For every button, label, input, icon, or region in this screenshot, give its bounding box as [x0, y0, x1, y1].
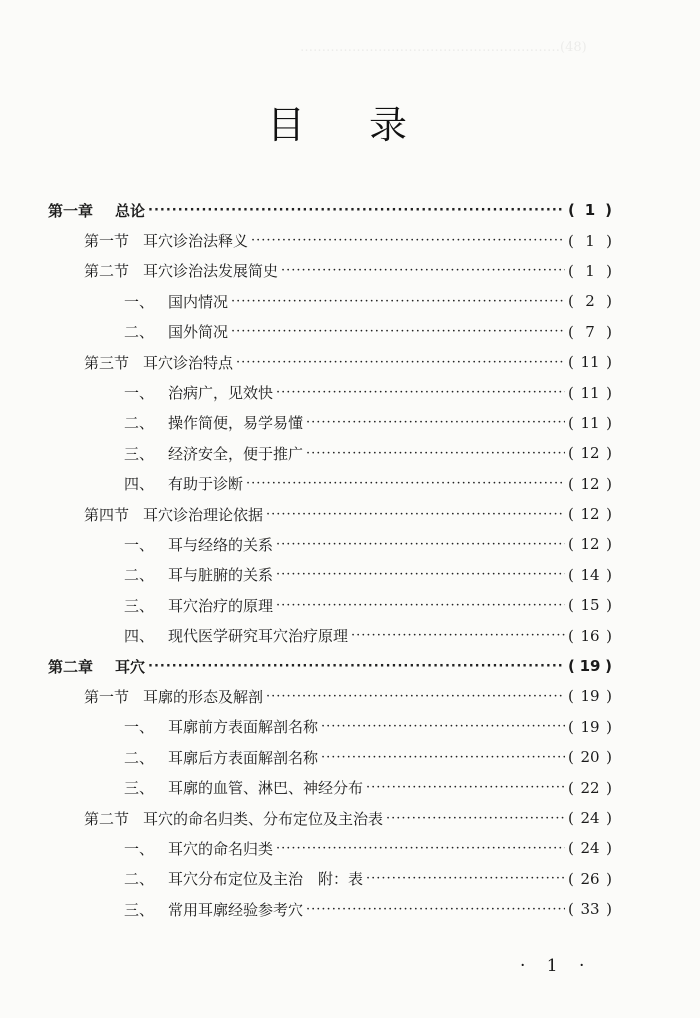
dot-leader	[351, 628, 565, 643]
toc-page-ref: ( 24 )	[568, 839, 612, 858]
toc-entry-title: 耳穴治疗的原理	[168, 596, 274, 615]
toc-page-ref: ( 2 )	[568, 292, 612, 311]
toc-entry-title: 经济安全，便于推广	[168, 444, 304, 463]
toc-section	[0, 256, 700, 286]
toc-page-number: 12	[580, 444, 600, 463]
toc-entry-number: 第二节	[84, 809, 130, 828]
toc-page-number: 1	[584, 201, 596, 220]
toc-page-ref: ( 1 )	[568, 261, 612, 280]
toc-subsection	[0, 560, 700, 590]
table-of-contents	[0, 195, 700, 924]
toc-page-number: 24	[580, 809, 600, 827]
toc-entry-number: 二、	[124, 748, 155, 767]
toc-page-number: 26	[580, 869, 600, 888]
bleed-through: ……………………………………………………(48)	[300, 40, 587, 55]
toc-section	[0, 225, 700, 255]
page-number: · 1 ·	[520, 956, 593, 976]
toc-page-ref: ( 11 )	[568, 383, 612, 402]
toc-entry-title: 有助于诊断	[168, 475, 244, 494]
toc-page-ref: ( 7 )	[568, 322, 612, 341]
toc-entry-number: 第二章	[48, 657, 94, 676]
dot-leader	[321, 750, 565, 765]
toc-chapter	[0, 195, 700, 225]
toc-entry-number: 二、	[124, 870, 155, 889]
toc-page-ref: ( 15 )	[568, 596, 612, 615]
dot-leader	[231, 294, 565, 309]
toc-subsection	[0, 317, 700, 347]
toc-subsection	[0, 742, 700, 772]
toc-entry-title: 耳穴诊治理论依据	[143, 505, 264, 524]
toc-entry-number: 三、	[124, 779, 155, 798]
toc-entry-title: 耳与脏腑的关系	[168, 566, 274, 585]
dot-leader	[276, 841, 565, 856]
dot-leader	[148, 659, 565, 674]
toc-entry-title: 治病广，见效快	[168, 384, 274, 403]
toc-chapter	[0, 651, 700, 681]
toc-page-ref: ( 12 )	[568, 474, 612, 493]
toc-subsection	[0, 469, 700, 499]
toc-page-ref: ( 19 )	[568, 687, 612, 706]
page-title: 目 录	[266, 103, 434, 147]
toc-entry-title: 耳穴诊治法发展简史	[143, 262, 279, 281]
toc-page-ref: ( 12 )	[568, 535, 612, 554]
toc-page-ref: ( 19 )	[568, 717, 612, 736]
toc-page-number: 20	[580, 748, 600, 767]
toc-entry-number: 一、	[124, 292, 155, 311]
toc-page-number: 14	[580, 565, 600, 584]
toc-entry-title: 耳廓的血管、淋巴、神经分布	[168, 779, 364, 798]
toc-entry-number: 三、	[124, 900, 155, 919]
toc-section	[0, 499, 700, 529]
toc-subsection	[0, 772, 700, 802]
toc-entry-number: 二、	[124, 414, 155, 433]
toc-entry-number: 一、	[124, 535, 155, 554]
dot-leader	[306, 446, 565, 461]
dot-leader	[148, 203, 565, 218]
toc-entry-title: 操作简便，易学易懂	[168, 414, 304, 433]
toc-page-ref: ( 19 )	[568, 657, 612, 676]
toc-entry-number: 四、	[124, 627, 155, 646]
toc-subsection	[0, 408, 700, 438]
dot-leader	[366, 871, 565, 886]
toc-entry-title: 耳廓的形态及解剖	[143, 687, 264, 706]
toc-page-number: 1	[585, 261, 595, 280]
toc-subsection	[0, 377, 700, 407]
toc-entry-title: 耳穴诊治法释义	[143, 232, 249, 251]
toc-entry-title: 总论	[115, 201, 146, 220]
toc-subsection	[0, 438, 700, 468]
dot-leader	[276, 537, 565, 552]
toc-page-ref: ( 24 )	[568, 809, 612, 827]
toc-entry-title: 耳廓后方表面解剖名称	[168, 748, 319, 767]
toc-entry-number: 第一章	[48, 201, 94, 220]
toc-page-number: 12	[580, 474, 600, 493]
toc-entry-number: 一、	[124, 384, 155, 403]
toc-page-number: 22	[580, 778, 600, 797]
toc-subsection	[0, 529, 700, 559]
toc-section	[0, 803, 700, 833]
toc-entry-title: 耳与经络的关系	[168, 535, 274, 554]
dot-leader	[276, 598, 565, 613]
toc-entry-number: 一、	[124, 839, 155, 858]
toc-entry-number: 二、	[124, 323, 155, 342]
toc-entry-title: 耳廓前方表面解剖名称	[168, 718, 319, 737]
toc-entry-number: 第一节	[84, 232, 130, 251]
toc-subsection	[0, 894, 700, 924]
dot-leader	[276, 385, 565, 400]
toc-page-number: 11	[580, 353, 600, 372]
toc-entry-title: 国外简况	[168, 323, 229, 342]
toc-subsection	[0, 833, 700, 863]
toc-entry-number: 第一节	[84, 687, 130, 706]
dot-leader	[306, 902, 565, 917]
dot-leader	[306, 415, 565, 430]
toc-entry-title: 常用耳廓经验参考穴	[168, 900, 304, 919]
dot-leader	[246, 476, 565, 491]
toc-page-ref: ( 1 )	[568, 231, 612, 250]
toc-subsection	[0, 286, 700, 316]
toc-page-number: 11	[580, 413, 600, 432]
toc-page-ref: ( 12 )	[568, 444, 612, 463]
toc-page-number: 7	[585, 322, 595, 341]
toc-page-number: 16	[580, 626, 600, 645]
toc-page-ref: ( 22 )	[568, 778, 612, 797]
toc-entry-number: 四、	[124, 475, 155, 494]
toc-page-ref: ( 26 )	[568, 869, 612, 888]
toc-page-number: 15	[580, 596, 600, 615]
toc-page-ref: ( 33 )	[568, 900, 612, 919]
toc-page-number: 1	[585, 231, 595, 250]
toc-page-ref: ( 14 )	[568, 565, 612, 584]
dot-leader	[321, 719, 565, 734]
toc-entry-title: 耳穴	[115, 657, 146, 676]
toc-page-number: 12	[580, 505, 600, 524]
toc-entry-title: 现代医学研究耳穴治疗原理	[168, 627, 349, 646]
toc-entry-number: 三、	[124, 444, 155, 463]
toc-subsection	[0, 590, 700, 620]
toc-page-number: 19	[579, 657, 601, 676]
toc-page-ref: ( 11 )	[568, 413, 612, 432]
toc-entry-title: 国内情况	[168, 292, 229, 311]
dot-leader	[266, 689, 565, 704]
toc-entry-title: 耳穴的命名归类、分布定位及主治表	[143, 809, 384, 828]
toc-page-number: 12	[580, 535, 600, 554]
toc-page-ref: ( 20 )	[568, 748, 612, 767]
dot-leader	[281, 263, 565, 278]
toc-subsection	[0, 864, 700, 894]
toc-section	[0, 347, 700, 377]
dot-leader	[386, 811, 565, 826]
toc-subsection	[0, 620, 700, 650]
toc-page-ref: ( 16 )	[568, 626, 612, 645]
toc-page-number: 11	[580, 383, 600, 402]
toc-entry-number: 三、	[124, 596, 155, 615]
toc-page-number: 19	[580, 687, 600, 706]
toc-page-number: 24	[580, 839, 600, 858]
dot-leader	[366, 780, 565, 795]
toc-entry-title: 耳穴的命名归类	[168, 839, 274, 858]
toc-subsection	[0, 712, 700, 742]
toc-page-number: 2	[585, 292, 595, 311]
toc-entry-title: 耳穴分布定位及主治 附：表	[168, 870, 364, 889]
toc-page-number: 19	[580, 717, 600, 736]
toc-page-ref: ( 11 )	[568, 353, 612, 372]
toc-entry-number: 一、	[124, 718, 155, 737]
toc-entry-number: 第二节	[84, 262, 130, 281]
dot-leader	[231, 324, 565, 339]
toc-entry-number: 第四节	[84, 505, 130, 524]
toc-page-number: 33	[580, 900, 600, 919]
dot-leader	[276, 567, 565, 582]
dot-leader	[236, 355, 565, 370]
toc-entry-number: 第三节	[84, 353, 130, 372]
toc-entry-number: 二、	[124, 566, 155, 585]
toc-entry-title: 耳穴诊治特点	[143, 353, 234, 372]
dot-leader	[266, 507, 565, 522]
toc-section	[0, 681, 700, 711]
toc-page-ref: ( 12 )	[568, 505, 612, 524]
dot-leader	[251, 233, 565, 248]
toc-page-ref: ( 1 )	[568, 201, 612, 220]
